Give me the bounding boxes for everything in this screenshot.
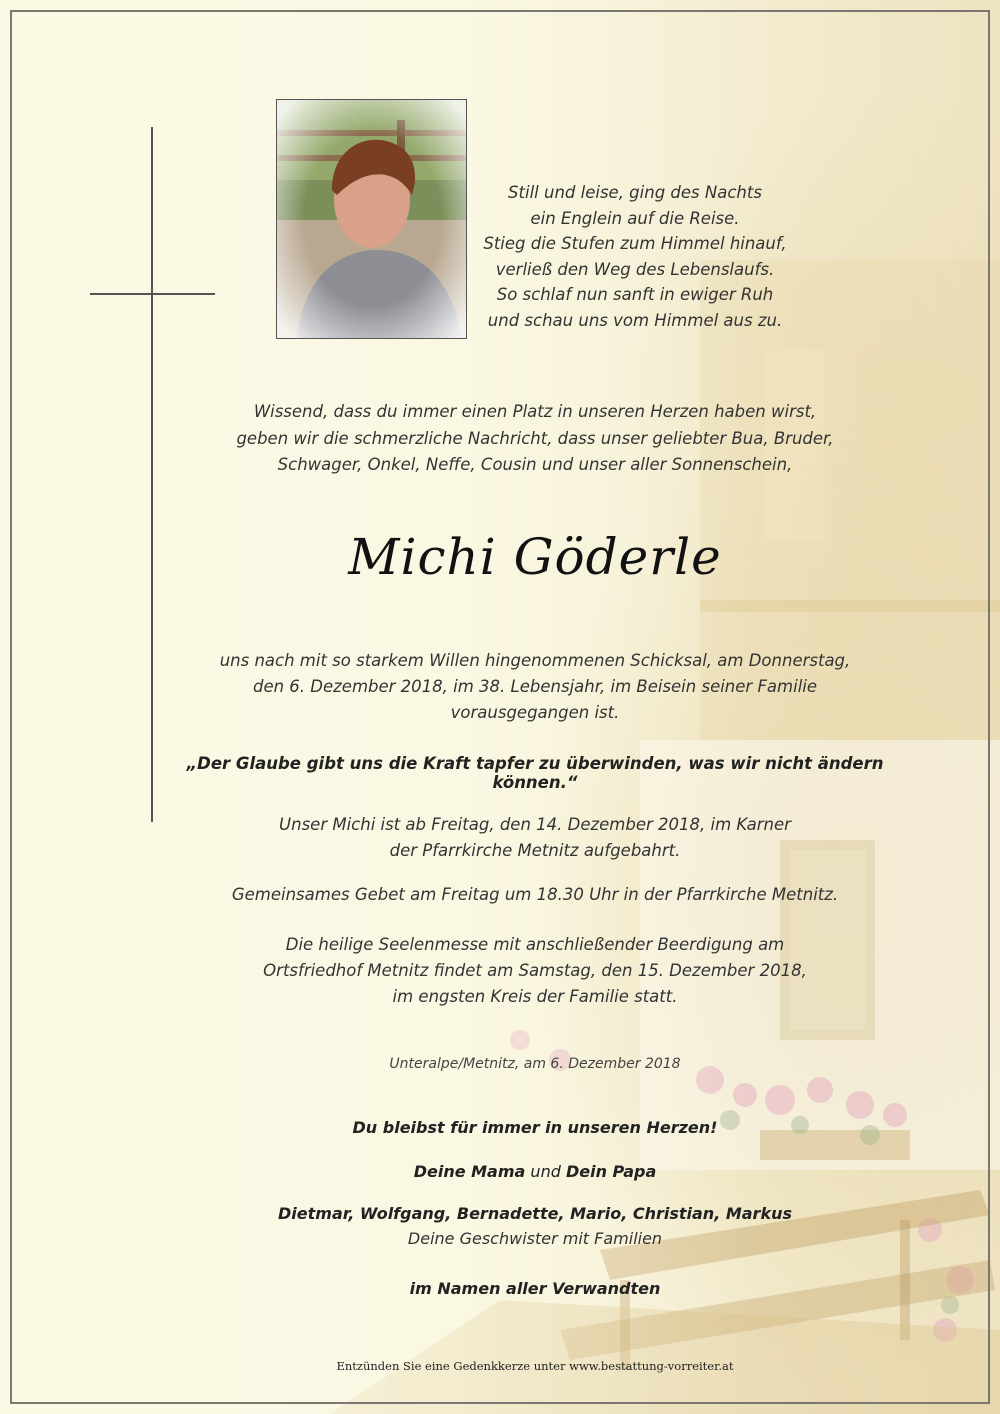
intro-line: Schwager, Onkel, Neffe, Cousin und unser aller Sonnenschein, xyxy=(277,455,793,474)
passing-line: vorausgegangen ist. xyxy=(450,703,620,722)
siblings-names: Dietmar, Wolfgang, Bernadette, Mario, Christian, Markus xyxy=(278,1204,792,1223)
intro-line: geben wir die schmerzliche Nachricht, dass unser geliebter Bua, Bruder, xyxy=(236,428,834,448)
intro-line: Wissend, dass du immer einen Platz in unseren Herzen haben wirst, xyxy=(253,402,817,421)
mama-label: Deine Mama xyxy=(413,1162,526,1181)
poem-line: verließ den Weg des Lebenslaufs. xyxy=(495,259,775,279)
memorial-candle-footer: Entzünden Sie eine Gedenkkerze unter www.bestattung-vorreiter.at xyxy=(336,1359,734,1373)
closing-line: Du bleibst für immer in unseren Herzen! xyxy=(352,1118,718,1137)
laid-out-line: Unser Michi ist ab Freitag, den 14. Dezember 2018, im Karner xyxy=(279,815,791,834)
relatives-line: im Namen aller Verwandten xyxy=(409,1279,661,1298)
siblings-caption: Deine Geschwister mit Familien xyxy=(407,1229,663,1248)
papa-label: Dein Papa xyxy=(565,1162,657,1181)
passing-line: uns nach mit so starkem Willen hingenommenen Schicksal, am Donnerstag, xyxy=(219,651,851,670)
poem-line: ein Englein auf die Reise. xyxy=(530,208,740,228)
intro-text xyxy=(150,399,920,479)
mass-line: im engsten Kreis der Familie statt. xyxy=(392,987,678,1006)
passing-line: den 6. Dezember 2018, im 38. Lebensjahr, im Beisein seiner Familie xyxy=(252,677,818,696)
parents-line xyxy=(150,1162,920,1181)
mass-line: Ortsfriedhof Metnitz findet am Samstag, den 15. Dezember 2018, xyxy=(263,961,807,980)
place-and-date: Unteralpe/Metnitz, am 6. Dezember 2018 xyxy=(389,1056,681,1072)
poem-line: Still und leise, ging des Nachts xyxy=(508,183,762,202)
prayer-notice: Gemeinsames Gebet am Freitag um 18.30 Uhr in der Pfarrkirche Metnitz. xyxy=(231,885,839,904)
poem-line: So schlaf nun sanft in ewiger Ruh xyxy=(496,285,774,304)
deceased-name: Michi Göderle xyxy=(348,528,722,586)
poem-line: und schau uns vom Himmel aus zu. xyxy=(487,310,783,330)
mass-notice xyxy=(150,932,920,1010)
faith-quote: „Der Glaube gibt uns die Kraft tapfer zu überwinden, was wir nicht ändern können.“ xyxy=(186,754,884,792)
and-connector: und xyxy=(530,1162,561,1181)
cross-horizontal-bar xyxy=(90,293,215,295)
portrait-photo xyxy=(276,99,467,339)
laid-out-line: der Pfarrkirche Metnitz aufgebahrt. xyxy=(389,841,681,860)
mass-line: Die heilige Seelenmesse mit anschließender Beerdigung am xyxy=(285,935,785,954)
poem-line: Stieg die Stufen zum Himmel hinauf, xyxy=(483,234,787,253)
poem xyxy=(440,180,830,333)
laid-out-notice xyxy=(150,812,920,864)
passing-text xyxy=(150,648,920,726)
